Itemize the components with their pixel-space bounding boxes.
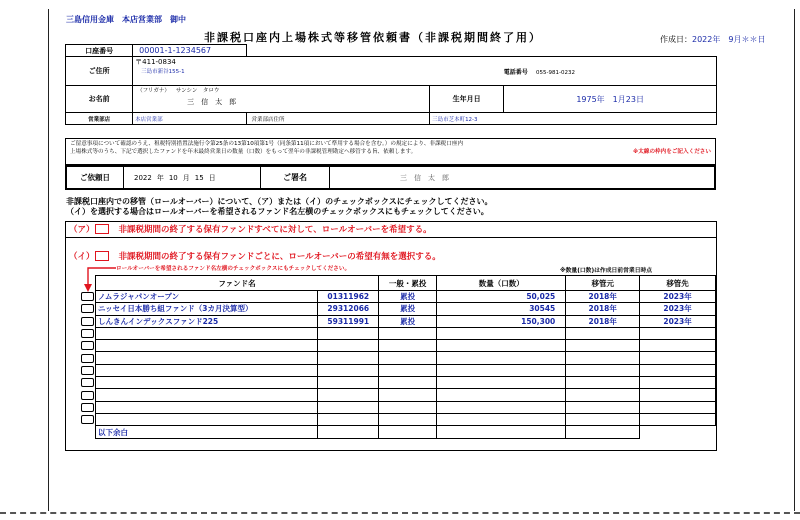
fund-quantity: 50,025 — [437, 291, 566, 303]
fund-to — [640, 327, 716, 339]
fund-from: 2018年 — [566, 303, 640, 315]
fund-to — [640, 377, 716, 389]
account-number-label: 口座番号 — [66, 45, 133, 57]
col-from: 移管元 — [566, 276, 640, 291]
fund-from — [566, 401, 640, 413]
option-i-text: 非課税期間の終了する保有ファンドごとに、ロールオーバーの希望有無を選択する。 — [118, 252, 441, 262]
request-month[interactable]: 10 — [168, 173, 178, 182]
row-checkbox[interactable] — [81, 366, 94, 375]
col-to: 移管先 — [640, 276, 716, 291]
fund-from — [566, 352, 640, 364]
fund-type — [379, 389, 437, 401]
fund-to: 2023年 — [640, 291, 716, 303]
request-year[interactable]: 2022 — [134, 173, 152, 182]
fund-type — [379, 364, 437, 376]
fund-code — [318, 364, 379, 376]
fund-name: ニッセイ日本勝ち組ファンド（3カ月決算型） — [95, 303, 318, 315]
account-number[interactable]: 00001-1-1234567 — [133, 45, 247, 57]
date-label: 作成日： — [660, 35, 692, 44]
col-fund-name: ファンド名 — [95, 276, 378, 291]
row-checkbox[interactable] — [81, 317, 94, 326]
fund-quantity — [437, 340, 566, 352]
fund-name — [95, 327, 318, 339]
fund-type — [379, 413, 437, 425]
branch-address-label: 営業部店住所 — [251, 116, 285, 123]
request-date[interactable] — [124, 167, 261, 188]
request-box — [65, 165, 716, 190]
option-a-row — [65, 221, 717, 238]
fund-table — [80, 275, 716, 439]
branch: 本店営業部 — [133, 113, 247, 125]
request-month-unit: 月 — [182, 173, 190, 182]
address[interactable]: 三島市新谷155-1 — [141, 69, 185, 75]
fund-code — [318, 327, 379, 339]
fund-code — [318, 389, 379, 401]
branch-address: 三島市芝本町12-3 — [430, 113, 717, 125]
fund-type — [379, 352, 437, 364]
table-row — [80, 340, 716, 352]
row-checkbox-cell — [80, 413, 95, 425]
fund-from — [566, 377, 640, 389]
fund-name — [95, 401, 318, 413]
signature-label: ご署名 — [261, 167, 330, 188]
date-value: 2022年 9月＊＊日 — [692, 35, 766, 44]
row-checkbox[interactable] — [81, 354, 94, 363]
fund-quantity — [437, 389, 566, 401]
table-row — [80, 364, 716, 376]
fund-code — [318, 401, 379, 413]
row-checkbox[interactable] — [81, 292, 94, 301]
instructions — [66, 197, 493, 217]
fund-to: 2023年 — [640, 303, 716, 315]
address-label: ご住所 — [66, 57, 133, 86]
option-i-note: ロールオーバーを希望されるファンド名左横のチェックボックスにもチェックしてください。 — [116, 266, 351, 272]
phone-label: 電話番号 — [503, 69, 528, 76]
row-checkbox-cell — [80, 315, 95, 327]
row-checkbox-cell — [80, 364, 95, 376]
row-checkbox-cell — [80, 401, 95, 413]
fund-quantity — [437, 377, 566, 389]
account-table — [65, 44, 717, 125]
row-checkbox-cell — [80, 352, 95, 364]
row-checkbox-cell — [80, 303, 95, 315]
fund-code: 29312066 — [318, 303, 379, 315]
table-footer: 以下余白 — [95, 426, 318, 439]
fund-code: 01311962 — [318, 291, 379, 303]
fund-from — [566, 413, 640, 425]
fund-from: 2018年 — [566, 315, 640, 327]
option-a-label: （ア） — [69, 225, 95, 235]
request-day-unit: 日 — [208, 173, 216, 182]
fund-from — [566, 364, 640, 376]
request-year-unit: 年 — [156, 173, 164, 182]
fund-quantity — [437, 401, 566, 413]
table-row — [80, 389, 716, 401]
row-checkbox-cell — [80, 389, 95, 401]
fund-to — [640, 401, 716, 413]
table-row — [80, 303, 716, 315]
col-quantity: 数量（口数） — [437, 276, 566, 291]
signature[interactable]: 三 信 太 郎 — [400, 173, 449, 182]
row-checkbox[interactable] — [81, 415, 94, 424]
option-a-checkbox[interactable] — [95, 224, 109, 234]
row-checkbox[interactable] — [81, 403, 94, 412]
table-row — [80, 315, 716, 327]
form-title: 非課税口座内上場株式等移管依頼書（非課税期間終了用） — [204, 31, 542, 44]
instruction-line-1: 非課税口座内での移管（ロールオーバー）について、（ア）または（イ）のチェックボックスにチェックしてください。 — [66, 197, 493, 206]
fund-name — [95, 389, 318, 401]
fund-from — [566, 327, 640, 339]
phone[interactable]: 055-981-0232 — [536, 70, 575, 76]
fund-to: 2023年 — [640, 315, 716, 327]
row-checkbox-cell — [80, 340, 95, 352]
furigana[interactable]: サンシン タロウ — [175, 88, 220, 94]
fund-name — [95, 340, 318, 352]
fund-from — [566, 340, 640, 352]
cut-line — [0, 512, 800, 514]
row-checkbox[interactable] — [81, 391, 94, 400]
branch-label: 営業部店 — [66, 113, 133, 125]
fund-type — [379, 340, 437, 352]
fund-type — [379, 377, 437, 389]
fund-name — [95, 364, 318, 376]
fund-code — [318, 340, 379, 352]
row-checkbox-cell — [80, 377, 95, 389]
fund-type: 累投 — [379, 315, 437, 327]
table-row — [80, 401, 716, 413]
fund-to — [640, 389, 716, 401]
postal-code[interactable]: 〒411-0834 — [135, 58, 176, 66]
fund-to — [640, 364, 716, 376]
birth-date[interactable]: 1975年 1月23日 — [504, 86, 717, 113]
furigana-label: （フリガナ） — [137, 88, 170, 94]
col-type: 一般・累投 — [379, 276, 437, 291]
row-checkbox[interactable] — [81, 341, 94, 350]
fund-quantity — [437, 327, 566, 339]
fund-type — [379, 401, 437, 413]
fund-type — [379, 327, 437, 339]
fund-code — [318, 377, 379, 389]
row-checkbox-cell — [80, 327, 95, 339]
fund-name: ノムラジャパンオープン — [95, 291, 318, 303]
fund-to — [640, 352, 716, 364]
row-checkbox[interactable] — [81, 329, 94, 338]
quantity-note: ※数量(口数)は作成日前営業日時点 — [560, 268, 653, 274]
request-date-label: ご依頼日 — [67, 167, 124, 188]
fund-quantity — [437, 364, 566, 376]
notice-box — [65, 138, 716, 165]
fund-from: 2018年 — [566, 291, 640, 303]
option-a-text: 非課税期間の終了する保有ファンドすべてに対して、ロールオーバーを希望する。 — [118, 225, 432, 235]
fund-quantity — [437, 352, 566, 364]
fund-name: しんきんインデックスファンド225 — [95, 315, 318, 327]
fund-to — [640, 413, 716, 425]
notice-line-2: 上場株式等のうち、下記で選択したファンドを年末最終営業日の数量（口数）をもって翌年の非課税管理勘定へ移管する旨、依頼します。 — [70, 149, 417, 155]
fund-quantity: 150,300 — [437, 315, 566, 327]
table-row — [80, 352, 716, 364]
row-checkbox[interactable] — [81, 304, 94, 313]
fund-type: 累投 — [379, 303, 437, 315]
option-i-row — [69, 250, 441, 262]
fund-name — [95, 413, 318, 425]
table-row — [80, 377, 716, 389]
birth-label: 生年月日 — [430, 86, 504, 113]
notice-line-1: ご留意事項について確認のうえ、租税特別措置法施行令第25条の13第10項第1号（同条第11項において準用する場合を含む。）の規定により、非課税口座内 — [70, 141, 464, 147]
notice-red-note: ※太線の枠内をご記入ください — [632, 149, 711, 155]
customer-name[interactable]: 三 信 太 郎 — [187, 98, 237, 106]
fund-code — [318, 352, 379, 364]
bank-name: 三島信用金庫 本店営業部 御中 — [66, 15, 186, 24]
instruction-line-2: （イ）を選択する場合はロールオーバーを希望されるファンド名左横のチェックボックスにもチェックしてください。 — [66, 207, 489, 216]
fund-quantity — [437, 413, 566, 425]
fund-name — [95, 352, 318, 364]
fund-code: 59311991 — [318, 315, 379, 327]
table-row — [80, 413, 716, 425]
fund-code — [318, 413, 379, 425]
fund-quantity: 30545 — [437, 303, 566, 315]
fund-type: 累投 — [379, 291, 437, 303]
request-day[interactable]: 15 — [194, 173, 204, 182]
name-label: お名前 — [66, 86, 133, 113]
fund-name — [95, 377, 318, 389]
option-i-checkbox[interactable] — [95, 251, 109, 261]
fund-to — [640, 340, 716, 352]
row-checkbox[interactable] — [81, 378, 94, 387]
table-row — [80, 327, 716, 339]
table-footer-row — [80, 426, 716, 439]
table-row — [80, 291, 716, 303]
row-checkbox-cell — [80, 291, 95, 303]
option-i-label: （イ） — [69, 252, 95, 262]
fund-from — [566, 389, 640, 401]
